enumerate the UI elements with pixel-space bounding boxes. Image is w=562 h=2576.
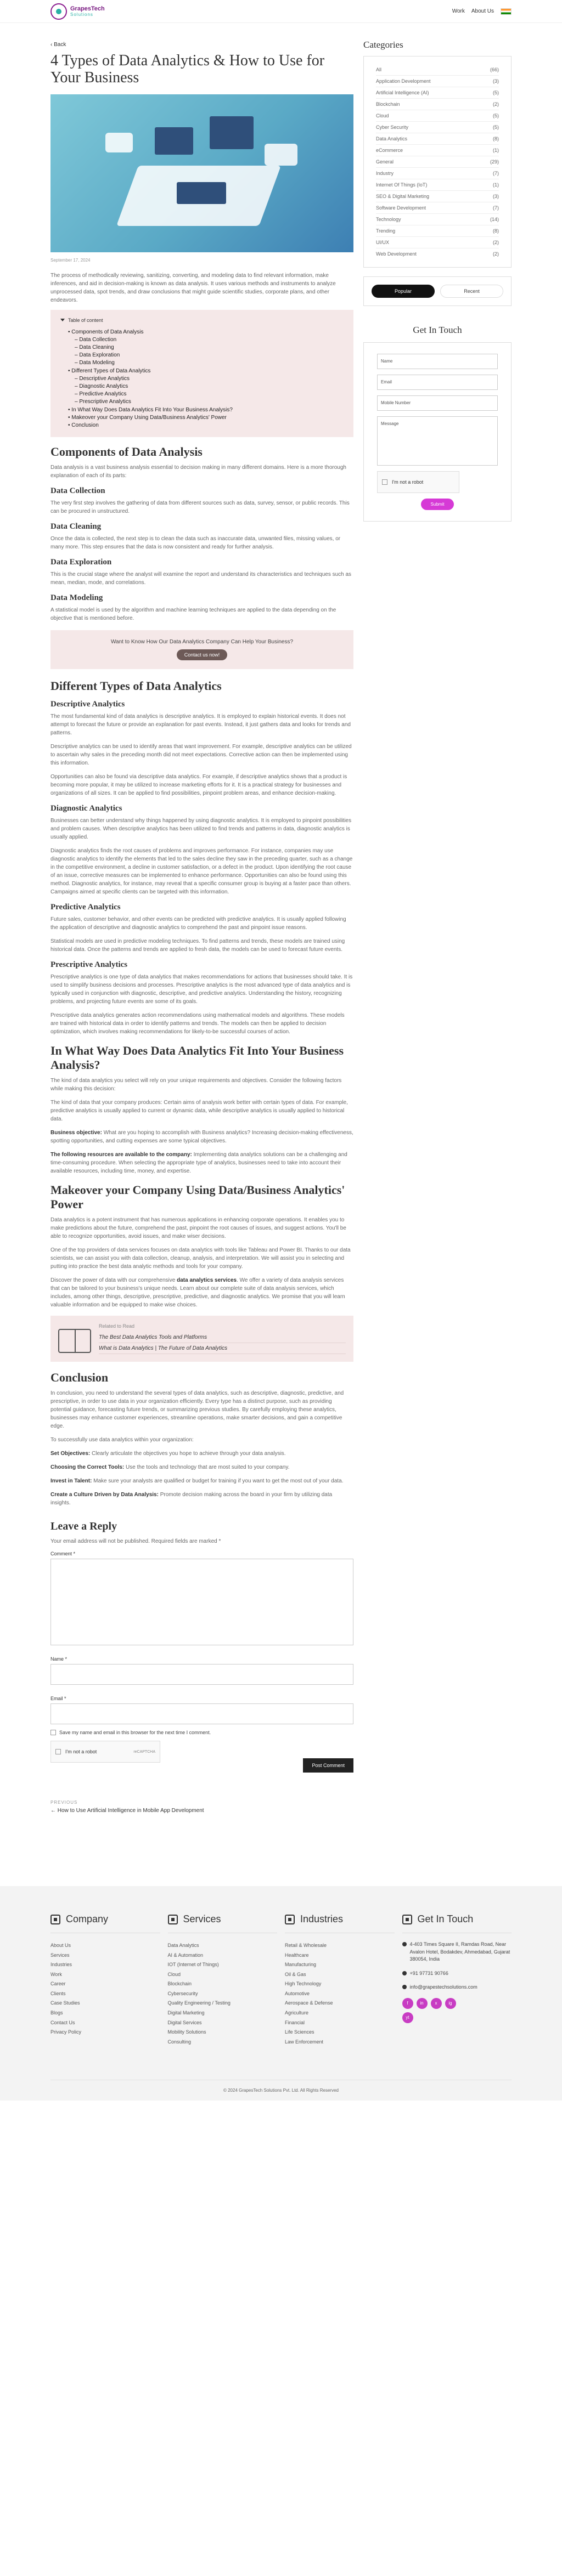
footer-link[interactable]: Digital Marketing: [167, 2009, 205, 2015]
heading-diagnostic: Diagnostic Analytics: [50, 804, 122, 813]
industries-icon: [285, 1915, 295, 1924]
back-link[interactable]: [50, 42, 353, 48]
heading-conclusion: Conclusion: [50, 1371, 109, 1385]
toc-item[interactable]: – Predictive Analytics: [68, 390, 344, 398]
related-box: [50, 1316, 353, 1362]
site-logo[interactable]: [50, 3, 105, 20]
reply-note: Your email address will not be published. Required fields are marked *: [50, 1538, 221, 1545]
recaptcha-checkbox[interactable]: [55, 1749, 61, 1754]
category-name: Cloud: [376, 113, 389, 118]
submit-button[interactable]: Submit: [421, 499, 454, 510]
cta-text: Want to Know How Our Data Analytics Company Can Help Your Business?: [110, 639, 294, 646]
footer-link[interactable]: AI & Automation: [167, 1952, 204, 1958]
p-con-5-bold: Invest in Talent:: [50, 1478, 92, 1485]
cta-box: [50, 630, 353, 669]
footer-link[interactable]: Industries: [50, 1962, 72, 1968]
name-label: Name *: [50, 1656, 68, 1662]
p-mk-1: Data analytics is a potent instrument that has numerous applications in enhancing corporate operations. It enables you to make predictions about the future, comprehend the past, pinpoint the root causes of issues, and suggest actions. You'll be able to recognize opportunities, avoid issues, and make wiser decisions.: [50, 1217, 346, 1240]
category-count: (3): [493, 194, 499, 199]
p-cleaning: Once the data is collected, the next step is to clean the data such as inaccurate data, unwanted files, missing values, or many more. This step ensures that the data is now consistent and ready for further analysis.: [50, 536, 341, 551]
contact-us-button[interactable]: Contact us now!: [177, 649, 228, 660]
contact-name-input[interactable]: Name: [377, 354, 498, 369]
category-item[interactable]: [376, 191, 499, 202]
footer-services-links: [168, 1941, 278, 2047]
p-components: Data analysis is a vast business analysis essential to decision making in many different domains. Here is a more thorough explanation of each of its parts:: [50, 465, 346, 479]
footer-link[interactable]: Clients: [50, 1990, 66, 1996]
triangle-down-icon: [60, 319, 65, 321]
footer-link[interactable]: Agriculture: [285, 2009, 309, 2015]
save-info-row: [50, 1730, 353, 1735]
contact-form: [363, 342, 512, 522]
p-con-5: [50, 1477, 353, 1485]
footer-industries-links: [285, 1941, 395, 2047]
p-con-1: In conclusion, you need to understand the several types of data analytics, such as descriptive, diagnostic, predictive, and prescriptive, in order to use data in your organization efficiently. Every type has a distinct purpose, such as providing potential guidance, forecasting future trends, or summarizing previous studies. By carefully employing these analytics, businesses may enhance customer experiences, streamline operations, make smarter decisions, and gain a competitive edge.: [50, 1390, 344, 1430]
tab-recent[interactable]: Recent: [440, 285, 503, 298]
comment-textarea[interactable]: [50, 1559, 353, 1645]
footer-link[interactable]: Privacy Policy: [50, 2029, 82, 2035]
toc-item[interactable]: – Prescriptive Analytics: [68, 398, 344, 406]
company-icon: [50, 1915, 60, 1924]
p-con-2: To successfully use data analytics within your organization:: [50, 1437, 194, 1443]
toc-item[interactable]: • Makeover your Company Using Data/Business Analytics' Power: [68, 414, 344, 422]
category-name: UI/UX: [376, 240, 390, 245]
category-item[interactable]: [376, 168, 499, 179]
category-count: (2): [493, 240, 499, 245]
category-item[interactable]: [376, 87, 499, 99]
india-flag-icon[interactable]: [501, 8, 512, 15]
previous-title-text: How to Use Artificial Intelligence in Mobile App Development: [57, 1808, 204, 1814]
posts-tabs: [363, 276, 512, 306]
logo-line1: GrapesTech: [70, 5, 105, 12]
email-label: Email *: [50, 1696, 66, 1702]
location-pin-icon: [402, 1942, 407, 1946]
category-count: (1): [493, 148, 499, 153]
main-nav: [452, 8, 512, 15]
category-item[interactable]: [376, 156, 499, 168]
chevron-left-icon: ‹: [50, 42, 54, 48]
recaptcha-label: I'm not a robot: [65, 1749, 97, 1755]
footer-link[interactable]: Retail & Wholesale: [285, 1943, 327, 1949]
get-in-touch-title: Get In Touch: [413, 325, 462, 335]
site-header: [0, 0, 562, 23]
contact-recaptcha: [377, 471, 459, 493]
copyright: © 2024 GrapesTech Solutions Pvt. Ltd. All Rights Reserved: [50, 2080, 512, 2101]
heading-cleaning: Data Cleaning: [50, 522, 102, 531]
category-item[interactable]: [376, 248, 499, 259]
footer-link[interactable]: Oil & Gas: [285, 1971, 306, 1977]
p-fit-4: [50, 1151, 353, 1175]
footer-company: [50, 1913, 160, 2047]
related-link-2[interactable]: What is Data Analytics | The Future of Data Analytics: [99, 1343, 346, 1354]
category-count: (7): [493, 205, 499, 211]
category-item[interactable]: [376, 237, 499, 248]
footer-industries-title: Industries: [300, 1913, 344, 1925]
footer-link[interactable]: Case Studies: [50, 2000, 80, 2006]
recaptcha-logo: reCAPTCHA: [133, 1750, 155, 1754]
toc-item[interactable]: • Components of Data Analysis: [68, 329, 344, 336]
p-pred-1: Future sales, customer behavior, and other events can be predicted with predictive analytics. It is usually applied following the application of descriptive and diagnostic analytics to comprehend the past and pinpoint issue reasons.: [50, 916, 346, 931]
category-count: (5): [493, 113, 499, 118]
footer-link[interactable]: Blockchain: [167, 1981, 192, 1987]
previous-label: PREVIOUS: [50, 1800, 78, 1805]
save-info-checkbox[interactable]: [50, 1730, 56, 1735]
logo-line2: Solutions: [70, 12, 93, 17]
category-count: (3): [493, 78, 499, 84]
footer-link[interactable]: High Technology: [285, 1981, 322, 1987]
category-count: (29): [490, 159, 499, 165]
category-count: (8): [493, 228, 499, 234]
footer-email[interactable]: info@grapestechsolutions.com: [409, 1984, 477, 1990]
facebook-icon[interactable]: f: [402, 1998, 413, 2009]
comment-form: [50, 1520, 353, 1773]
table-of-contents: [50, 310, 353, 437]
p-desc-1: The most fundamental kind of data analytics is descriptive analytics. It is employed to explain historical events. It does not attempt to forecast the future or provide an explanation for past events. Instead, it just gathers data and looks for trends and patterns.: [50, 714, 351, 737]
footer-contact: [402, 1913, 512, 2047]
back-label: Back: [54, 42, 66, 48]
category-name: Data Analytics: [376, 136, 408, 141]
heading-components: Components of Data Analysis: [50, 445, 203, 459]
data-analytics-services-link[interactable]: data analytics services: [177, 1277, 237, 1284]
toc-item[interactable]: • In What Way Does Data Analytics Fit Into Your Business Analysis?: [68, 406, 344, 414]
heading-collection: Data Collection: [50, 486, 105, 496]
email-icon: [402, 1985, 407, 1989]
contact-mobile-input[interactable]: Mobile Number: [377, 395, 498, 411]
logo-mark-icon: [50, 3, 67, 20]
p-fit-3: [50, 1129, 353, 1145]
category-name: All: [376, 67, 382, 72]
category-count: (66): [490, 67, 499, 72]
footer-link[interactable]: Career: [50, 1981, 66, 1987]
category-count: (5): [493, 90, 499, 95]
p-fit-1: The kind of data analytics you select will rely on your unique requirements and objectives. Consider the following factors while making this decision:: [50, 1078, 342, 1092]
p-con-4-bold: Choosing the Correct Tools:: [50, 1464, 125, 1471]
x-icon[interactable]: x: [431, 1998, 442, 2009]
heading-predictive: Predictive Analytics: [50, 903, 121, 912]
footer-link[interactable]: Cybersecurity: [167, 1990, 198, 1996]
p-mk-3: [50, 1276, 353, 1309]
category-count: (7): [493, 171, 499, 176]
sidebar: [363, 23, 512, 1848]
category-count: (8): [493, 136, 499, 141]
footer-link[interactable]: Contact Us: [50, 2019, 75, 2025]
arrow-left-icon: ←: [50, 1808, 58, 1814]
p-con-5-text: Make sure your analysts are qualified or budget for training if you want to get the most out of your data.: [92, 1478, 344, 1485]
category-name: Application Development: [376, 78, 431, 84]
category-count: (5): [493, 124, 499, 130]
heading-makeover: Makeover your Company Using Data/Business Analytics' Power: [50, 1183, 345, 1211]
previous-title: [50, 1807, 215, 1815]
related-link-1[interactable]: The Best Data Analytics Tools and Platforms: [99, 1332, 346, 1343]
heading-exploration: Data Exploration: [50, 558, 112, 567]
p-con-4: [50, 1463, 353, 1471]
p-desc-2: Descriptive analytics can be used to identify areas that want improvement. For example, descriptive analytics can be utilized to ascertain why sales in the preceding month did not meet expectations. Corrective action can then be implemented using this information.: [50, 744, 352, 767]
contact-email-input[interactable]: Email: [377, 375, 498, 390]
book-icon: [58, 1329, 91, 1353]
contact-recaptcha-checkbox[interactable]: [382, 479, 387, 485]
toc-item[interactable]: – Data Modeling: [68, 359, 344, 367]
article-title: 4 Types of Data Analytics & How to Use for Your Business: [50, 52, 325, 87]
category-item[interactable]: [376, 64, 499, 76]
toc-item[interactable]: – Diagnostic Analytics: [68, 383, 344, 390]
footer-company-title: Company: [66, 1913, 109, 1925]
p-fit-2: The kind of data that your company produces: Certain aims of analysis work better with certain types of data. For example, predictive analytics is usually applied to current or dynamic data, while descriptive analytics is usually applied to historical data.: [50, 1100, 348, 1123]
nav-about[interactable]: About Us: [471, 8, 494, 14]
category-item[interactable]: [376, 133, 499, 145]
heading-fit: In What Way Does Data Analytics Fit Into Your Business Analysis?: [50, 1044, 344, 1072]
category-item[interactable]: [376, 122, 499, 133]
categories-list: [363, 56, 512, 268]
heading-types: Different Types of Data Analytics: [50, 679, 222, 693]
footer-link[interactable]: Data Analytics: [167, 1943, 199, 1949]
category-name: eCommerce: [376, 148, 403, 153]
p-con-3-bold: Set Objectives:: [50, 1451, 91, 1457]
category-item[interactable]: [376, 214, 499, 225]
p-collection: The very first step involves the gathering of data from different sources such as data, survey, sensor, or public records. This can be procured in unstructured.: [50, 500, 350, 515]
toc-item[interactable]: – Descriptive Analytics: [68, 375, 344, 383]
p-mk-3-c: . We offer a variety of data analysis services that can be tailored to your business's unique needs. Learn about our complete suite of data analysis services, which includes, among other things, descriptive, prescriptive, predictive, and diagnostic analytics. We promise that you will learn valuable information and be equipped to make wise choices.: [50, 1277, 345, 1309]
p-con-6: [50, 1491, 353, 1507]
nav-work[interactable]: Work: [452, 8, 465, 14]
categories-title: Categories: [363, 39, 403, 50]
comment-label: Comment *: [50, 1551, 76, 1557]
reply-title: Leave a Reply: [50, 1520, 117, 1533]
p-fit-3-text: What are you hoping to accomplish with Business analytics? Increasing decision-making effectiveness, spotting opportunities, and cutting expenses are some typical objectives.: [50, 1130, 353, 1145]
hero-illustration: [50, 94, 353, 252]
instagram-icon[interactable]: ig: [445, 1998, 456, 2009]
p-pred-2: Statistical models are used in predictive modeling techniques. To find patterns and trends, these models are trained using historical data. Once the patterns and trends are applied to fresh data, the models can be used to forecast future events.: [50, 938, 345, 953]
category-name: Web Development: [376, 251, 417, 257]
p-con-6-bold: Create a Culture Driven by Data Analysis:: [50, 1492, 159, 1498]
heading-descriptive: Descriptive Analytics: [50, 700, 125, 709]
footer-link[interactable]: About Us: [50, 1943, 71, 1949]
previous-post[interactable]: [50, 1800, 353, 1815]
p-con-4-text: Use the tools and technology that are most suited to your company.: [124, 1464, 290, 1471]
p-con-3-text: Clearly articulate the objectives you hope to achieve through your data analysis.: [90, 1451, 286, 1457]
footer-link[interactable]: Financial: [285, 2019, 305, 2025]
footer-link[interactable]: Blogs: [50, 2009, 63, 2015]
post-date: September 17, 2024: [50, 257, 91, 263]
p-fit-4-text: Implementing data analytics solutions can be a challenging and time-consuming procedure. When selecting the appropriate type of analytics, businesses need to take into account their available resources, including time, money, and expertise.: [50, 1152, 347, 1175]
email-input[interactable]: [50, 1703, 353, 1724]
tab-popular[interactable]: Popular: [372, 285, 435, 298]
footer-address: 4-403 Times Square II, Ramdas Road, Near Avalon Hotel, Bodakdev, Ahmedabad, Gujarat 380054, India: [409, 1941, 510, 1962]
contact-icon: [402, 1915, 412, 1924]
footer-industries: [285, 1913, 395, 2047]
p-con-3: [50, 1450, 353, 1458]
contact-message-input[interactable]: Message: [377, 416, 498, 466]
p-presc-1: Prescriptive analytics is one type of data analytics that makes recommendations for actions that businesses should take. It is used to simplify business decisions and processes. Prescriptive analytics is the most advanced type of data analytics and is typically used in conjunction with diagnostic, descriptive, and predictive analytics. Understanding the history, recognizing problems, and projecting future events are some of its goals.: [50, 974, 353, 1005]
related-heading: Related to Read: [99, 1323, 135, 1329]
category-name: General: [376, 159, 394, 165]
footer-services-title: Services: [183, 1913, 221, 1925]
footer-link[interactable]: Law Enforcement: [285, 2039, 324, 2045]
footer-link[interactable]: Healthcare: [285, 1952, 309, 1958]
footer-link[interactable]: Consulting: [167, 2039, 192, 2045]
p-mk-2: One of the top providers of data services focuses on data analytics with tools like Tableau and Power BI. Thanks to our data scientists, we can assist you with data collection, cleanup, analysis, and interpretation. We will assist you in selecting and putting into practice the best data analytic methods and tools for your company.: [50, 1247, 351, 1270]
p-presc-2: Prescriptive data analytics generates action recommendations using mathematical models and algorithms. These models are trained with historical data in order to identify patterns and trends. The models can then be applied to decision optimization, which involves making recommendations for likely-to-be successful courses of action.: [50, 1012, 345, 1035]
site-footer: [0, 1886, 562, 2101]
p-modeling: A statistical model is used by the algorithm and machine learning techniques are applied to the data depending on the objective that is mentioned before.: [50, 607, 336, 622]
category-count: (1): [493, 182, 499, 188]
category-name: Industry: [376, 171, 394, 176]
post-comment-button[interactable]: Post Comment: [303, 1758, 353, 1773]
category-count: (2): [493, 101, 499, 107]
footer-link[interactable]: IOT (Internet of Things): [167, 1962, 219, 1968]
footer-link[interactable]: Automotive: [285, 1990, 310, 1996]
toc-item[interactable]: • Conclusion: [68, 422, 344, 429]
footer-link[interactable]: Work: [50, 1971, 62, 1977]
phone-icon: [402, 1971, 407, 1975]
category-name: SEO & Digital Marketing: [376, 194, 430, 199]
category-item[interactable]: [376, 225, 499, 237]
youtube-icon[interactable]: yt: [402, 2012, 413, 2023]
name-input[interactable]: [50, 1664, 353, 1685]
save-info-label: Save my name and email in this browser for the next time I comment.: [59, 1730, 211, 1736]
category-name: Technology: [376, 217, 401, 222]
linkedin-icon[interactable]: in: [417, 1998, 428, 2009]
footer-link[interactable]: Manufacturing: [285, 1962, 317, 1968]
p-fit-4-bold: The following resources are available to the company:: [50, 1152, 192, 1158]
category-name: Software Development: [376, 205, 426, 211]
category-name: Trending: [376, 228, 396, 234]
p-mk-3-a: Discover the power of data with our comprehensive: [50, 1277, 177, 1284]
category-item[interactable]: [376, 202, 499, 214]
toc-list: [60, 329, 344, 429]
footer-link[interactable]: Cloud: [167, 1971, 181, 1977]
heading-prescriptive: Prescriptive Analytics: [50, 960, 128, 970]
footer-link[interactable]: Quality Engineering / Testing: [167, 2000, 231, 2006]
p-exploration: This is the crucial stage where the analyst will examine the report and understand its characteristics and techniques such as mean, median, mode, and correlations.: [50, 571, 352, 586]
category-name: Blockchain: [376, 101, 400, 107]
p-fit-3-bold: Business objective:: [50, 1130, 102, 1136]
heading-modeling: Data Modeling: [50, 593, 103, 603]
footer-link[interactable]: Life Sciences: [285, 2029, 314, 2035]
category-item[interactable]: [376, 179, 499, 191]
p-desc-3: Opportunities can also be found via descriptive data analytics. For example, if descriptive analytics shows that a product is becoming more popular, it may be utilized to increase marketing efforts for it. It is a practical strategy for businesses and organizations of all sizes. It can be applied to find possibilities, pinpoint problem areas, and enhance decision-making.: [50, 774, 347, 797]
footer-phone[interactable]: +91 97731 90766: [409, 1970, 448, 1976]
intro-paragraph: The process of methodically reviewing, sanitizing, converting, and modeling data to find relevant information, make inferences, and aid in decision-making is known as data analysis. It uses various methods and instruments to analyze unprocessed data, spot trends, and draw conclusions that might guide scientific studies, corporate plans, and other endeavors.: [50, 272, 336, 303]
footer-company-links: [50, 1941, 160, 2037]
category-item[interactable]: [376, 110, 499, 122]
category-name: Internet Of Things (IoT): [376, 182, 428, 188]
toc-item[interactable]: – Data Collection: [68, 336, 344, 344]
footer-link[interactable]: Services: [50, 1952, 70, 1958]
contact-recaptcha-label: I'm not a robot: [392, 479, 424, 485]
category-count: (2): [493, 251, 499, 257]
toc-item[interactable]: • Different Types of Data Analytics: [68, 367, 344, 375]
footer-services: [168, 1913, 278, 2047]
category-item[interactable]: [376, 76, 499, 87]
category-item[interactable]: [376, 145, 499, 156]
toc-title: Table of content: [68, 317, 103, 323]
p-con-6-text: Promote decision making across the board in your firm by utilizing data insights.: [50, 1492, 333, 1507]
category-name: Cyber Security: [376, 124, 409, 130]
p-diag-2: Diagnostic analytics finds the root causes of problems and improves performance. For instance, companies may use diagnostic analytics to identify the elements that led to the sales decline they saw in the preceding quarter, such as a change in the competitive environment, a decline in customer satisfaction, or a defect in the product. Upon identifying the root cause of an issue, corrective measures can be implemented to enhance performance. Opportunities can also be found using this method. Diagnostic analytics, for instance, may reveal that a specific consumer group is buying at a faster pace than others. Campaigns aimed at specific clients can be targeted with this information.: [50, 848, 353, 896]
footer-link[interactable]: Mobility Solutions: [167, 2029, 206, 2035]
services-icon: [168, 1915, 178, 1924]
p-diag-1: Businesses can better understand why things happened by using diagnostic analytics. It is employed to pinpoint possibilities and problem causes. When descriptive analytics has been utilized to find trends and patterns in data, diagnostic analytics is usually applied.: [50, 818, 352, 841]
category-name: Artificial Intelligence (AI): [376, 90, 429, 95]
article: [50, 23, 353, 1848]
footer-link[interactable]: Aerospace & Defense: [285, 2000, 333, 2006]
toc-item[interactable]: – Data Cleaning: [68, 344, 344, 352]
footer-contact-title: Get In Touch: [417, 1913, 474, 1925]
category-count: (14): [490, 217, 499, 222]
toc-item[interactable]: – Data Exploration: [68, 352, 344, 359]
footer-link[interactable]: Digital Services: [167, 2019, 202, 2025]
toc-toggle[interactable]: [60, 318, 344, 323]
category-item[interactable]: [376, 99, 499, 110]
